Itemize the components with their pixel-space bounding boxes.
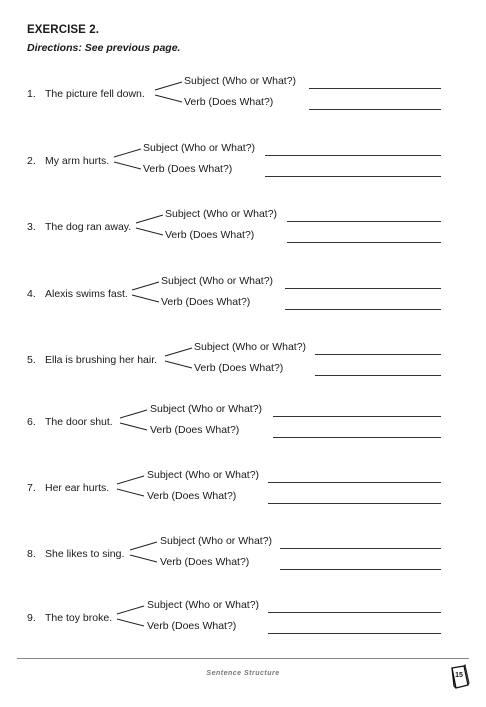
item-sentence: Alexis swims fast.	[45, 288, 128, 300]
subject-label: Subject (Who or What?)	[147, 599, 260, 611]
verb-answer-line[interactable]	[265, 176, 441, 177]
subject-label: Subject (Who or What?)	[143, 142, 256, 154]
item-number: 3.	[27, 221, 36, 233]
footer-divider	[17, 658, 469, 659]
footer-title: Sentence Structure	[206, 670, 280, 677]
branch-lines	[165, 340, 195, 380]
item-number: 8.	[27, 548, 36, 560]
branch-lines	[120, 402, 150, 442]
verb-label: Verb (Does What?)	[165, 229, 255, 241]
exercise-title: EXERCISE 2.	[27, 24, 100, 36]
item-sentence: My arm hurts.	[45, 155, 110, 167]
item-number: 6.	[27, 416, 36, 428]
exercise-item	[0, 74, 486, 114]
verb-answer-line[interactable]	[287, 242, 441, 243]
exercise-item	[0, 468, 486, 508]
item-sentence: Her ear hurts.	[45, 482, 110, 494]
exercise-item	[0, 207, 486, 247]
branch-lines	[132, 274, 162, 314]
verb-answer-line[interactable]	[309, 109, 441, 110]
exercise-item	[0, 340, 486, 380]
subject-answer-line[interactable]	[273, 416, 441, 417]
verb-answer-line[interactable]	[268, 503, 441, 504]
verb-answer-line[interactable]	[315, 375, 441, 376]
subject-answer-line[interactable]	[268, 612, 441, 613]
branch-lines	[117, 468, 147, 508]
item-number: 5.	[27, 354, 36, 366]
item-number: 4.	[27, 288, 36, 300]
verb-answer-line[interactable]	[268, 633, 441, 634]
page-number: 15	[455, 672, 463, 679]
subject-answer-line[interactable]	[315, 354, 441, 355]
subject-answer-line[interactable]	[309, 88, 441, 89]
item-number: 2.	[27, 155, 36, 167]
subject-label: Subject (Who or What?)	[165, 208, 278, 220]
exercise-item	[0, 534, 486, 574]
item-number: 1.	[27, 88, 36, 100]
subject-answer-line[interactable]	[280, 548, 441, 549]
item-sentence: The dog ran away.	[45, 221, 132, 233]
exercise-item	[0, 141, 486, 181]
verb-answer-line[interactable]	[280, 569, 441, 570]
subject-label: Subject (Who or What?)	[150, 403, 263, 415]
subject-answer-line[interactable]	[265, 155, 441, 156]
branch-lines	[155, 74, 185, 114]
branch-lines	[117, 598, 147, 638]
branch-lines	[130, 534, 160, 574]
subject-answer-line[interactable]	[268, 482, 441, 483]
exercise-item	[0, 274, 486, 314]
directions-text: Directions: See previous page.	[27, 42, 181, 54]
book-icon	[449, 664, 471, 690]
subject-label: Subject (Who or What?)	[161, 275, 274, 287]
branch-lines	[114, 141, 144, 181]
item-sentence: She likes to sing.	[45, 548, 125, 560]
subject-answer-line[interactable]	[287, 221, 441, 222]
verb-label: Verb (Does What?)	[160, 556, 250, 568]
item-sentence: The door shut.	[45, 416, 113, 428]
item-sentence: Ella is brushing her hair.	[45, 354, 158, 366]
item-number: 9.	[27, 612, 36, 624]
verb-label: Verb (Does What?)	[147, 620, 237, 632]
item-sentence: The toy broke.	[45, 612, 113, 624]
subject-label: Subject (Who or What?)	[147, 469, 260, 481]
verb-label: Verb (Does What?)	[143, 163, 233, 175]
item-number: 7.	[27, 482, 36, 494]
verb-label: Verb (Does What?)	[150, 424, 240, 436]
exercise-item	[0, 402, 486, 442]
subject-label: Subject (Who or What?)	[184, 75, 297, 87]
item-sentence: The picture fell down.	[45, 88, 145, 100]
subject-label: Subject (Who or What?)	[194, 341, 307, 353]
verb-answer-line[interactable]	[273, 437, 441, 438]
verb-label: Verb (Does What?)	[161, 296, 251, 308]
verb-answer-line[interactable]	[285, 309, 441, 310]
verb-label: Verb (Does What?)	[147, 490, 237, 502]
verb-label: Verb (Does What?)	[184, 96, 274, 108]
subject-answer-line[interactable]	[285, 288, 441, 289]
verb-label: Verb (Does What?)	[194, 362, 284, 374]
branch-lines	[136, 207, 166, 247]
subject-label: Subject (Who or What?)	[160, 535, 273, 547]
exercise-item	[0, 598, 486, 638]
